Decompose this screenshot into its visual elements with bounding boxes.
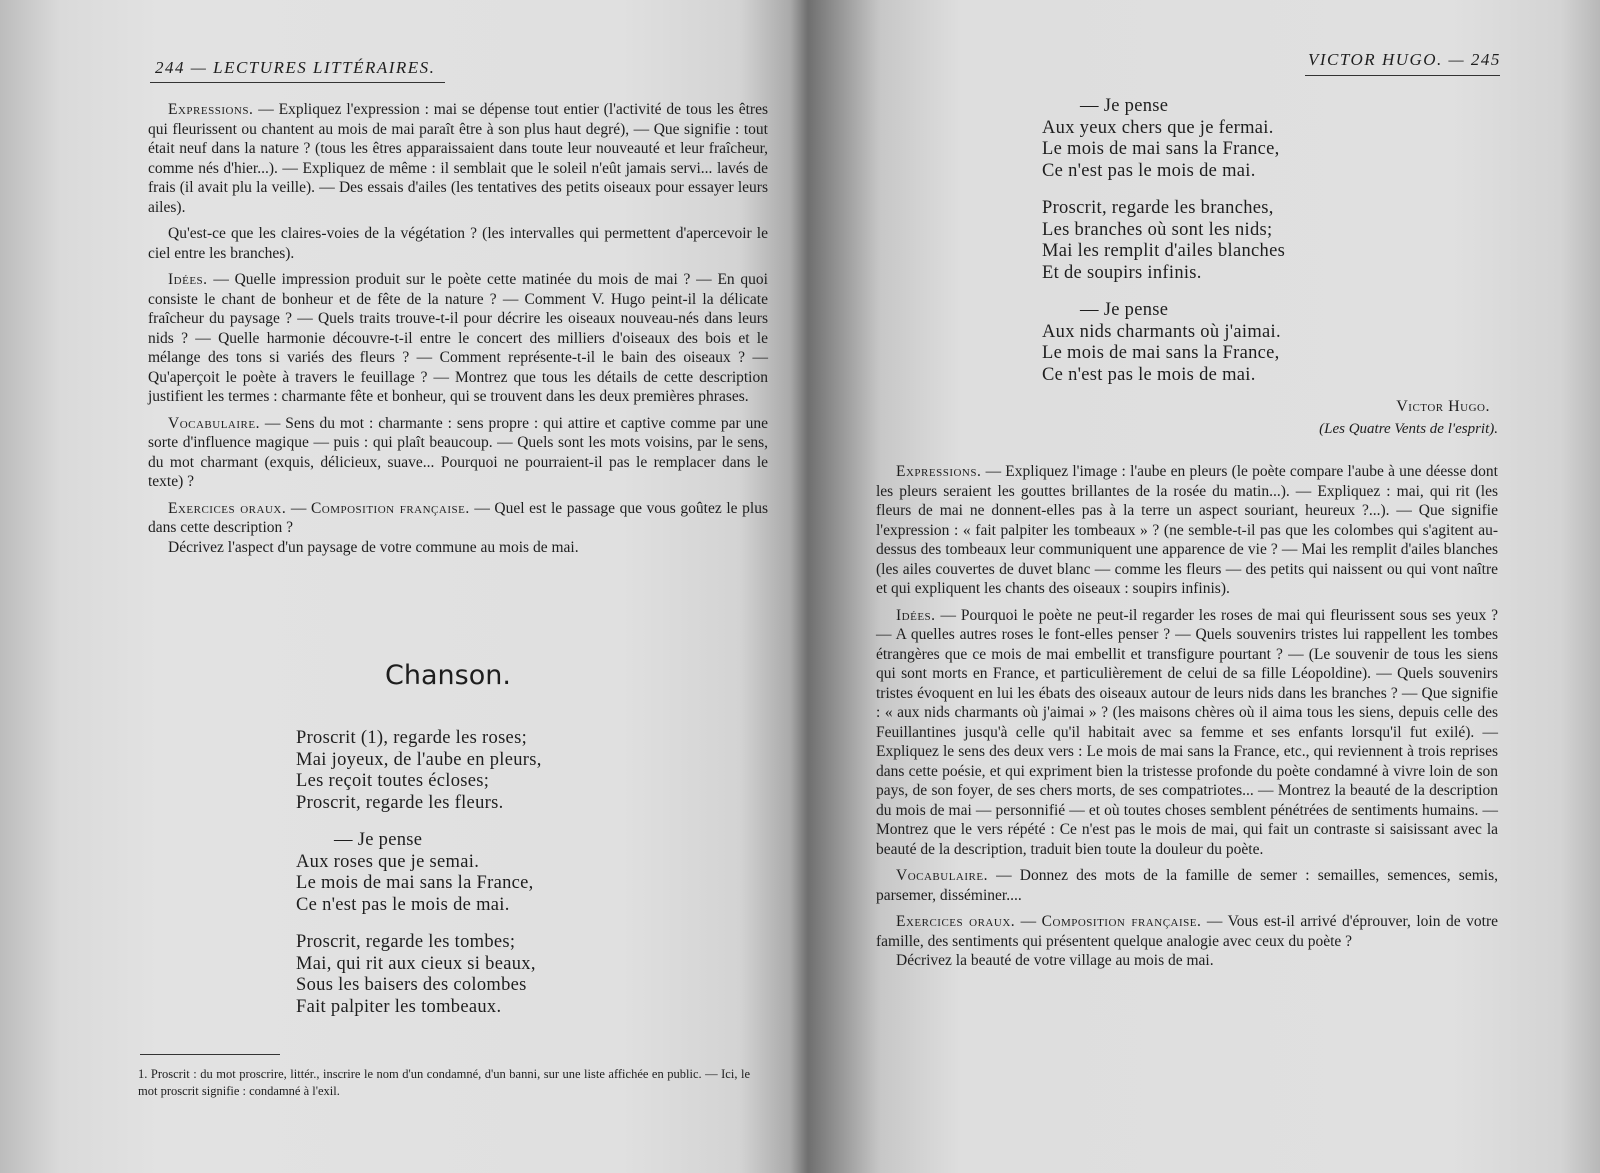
idees-section [876,606,1498,860]
verse-line: Mai, qui rit aux cieux si beaux, [296,953,536,974]
section-text: — Quel est le passage que vous goûtez le plus dans cette description ? [148,499,768,536]
verse-line: Aux roses que je semai. [296,851,480,872]
author-name: Victor Hugo. [1396,398,1490,415]
header-rule [150,82,445,83]
verse-line: Proscrit, regarde les branches, [1042,198,1274,218]
verse-line: Le mois de mai sans la France, [1042,343,1280,363]
verse-line: Ce n'est pas le mois de mai. [296,894,510,915]
verse-line: — Je pense [1080,96,1169,116]
section-text: — Vous est-il arrivé d'éprouver, loin de votre famille, des sentiments qui présentent quelque analogie avec ceux du poète ? [876,913,1498,950]
verse-line: Le mois de mai sans la France, [296,873,534,893]
stanza [296,830,542,916]
verse-line: Et de soupirs infinis. [1042,262,1202,283]
exercices-extra: Décrivez l'aspect d'un paysage de votre commune au mois de mai. [168,538,579,556]
expressions-section [148,100,768,217]
stanza [296,728,542,814]
poem-left [296,728,542,1034]
section-label: Vocabulaire. [896,867,988,884]
idees-section [148,270,768,407]
source-title: (Les Quatre Vents de l'esprit). [1319,421,1498,437]
verse-line: Aux yeux chers que je fermai. [1042,117,1274,138]
exercices-extra: Décrivez la beauté de votre village au mois de mai. [896,952,1214,969]
verse-line: Sous les baisers des colombes [296,975,527,995]
verse-line: Proscrit, regarde les tombes; [296,932,516,952]
verse-line: Proscrit (1), regarde les roses; [296,728,528,748]
poem-right [1042,96,1285,402]
poem-title: Chanson. [385,660,511,691]
header-rule [1305,75,1500,76]
verse-line: Aux nids charmants où j'aimai. [1042,321,1281,342]
section-label: Exercices oraux. [896,913,1016,930]
exercices-section: Exercices oraux. — Composition française. — Vous est-il arrivé d'éprouver, loin de votre famille, des sentiments qui présentent quelque analogie avec ceux du poète ? [876,913,1498,950]
section-text: — Expliquez l'image : l'aube en pleurs (le poète compare l'aube à une déesse dont les pleurs seraient les gouttes brillantes de la rosée du matin...). — Expliquez : mai, qui rit (les fleurs de mai ne donnent-elles pas à la terre un aspect souriant, heureux ?...). — Que signifie l'expression : « fait palpiter les tombeaux » ? (ne semble-t-il pas que les colombes qui s'agitent au-dessus des tombeaux leur communiquent une apparence de vie ? — Mai les remplit d'ailes blanches (les ailes couvertes de duvet blanc — comme les fleurs — des petits qui naissent ou qui vont naître et qui expliquent les chants des oiseaux : soupirs infinis). [876,463,1498,597]
right-page [810,0,1600,1173]
page-header: VICTOR HUGO. — 245 [1308,50,1501,69]
verse-line: Fait palpiter les tombeaux. [296,996,502,1017]
section-label: Vocabulaire. [168,414,260,432]
section-label: Expressions. [896,463,982,480]
expressions-extra: Qu'est-ce que les claires-voies de la végétation ? (les intervalles qui permettent d'apercevoir le ciel entre les branches). [148,225,768,262]
stanza [296,932,542,1018]
footnote: 1. Proscrit : du mot proscrire, littér., inscrire le nom d'un condamné, d'un banni, sur une liste affichée en public. — Ici, le mot proscrit signifie : condamné à l'exil. [138,1067,750,1098]
verse-line: Proscrit, regarde les fleurs. [296,792,504,813]
section-text: — Sens du mot : charmante : sens propre : qui attire et captive comme par une sorte d'influence magique — puis : qui plaît beaucoup. — Quels sont les mots voisins, par le sens, du mot charmant (exquis, délicieux, suave... Pourquoi ne pourraient-il pas le remplacer dans le texte) ? [148,414,768,490]
vocabulaire-section [148,414,768,492]
verse-line: Ce n'est pas le mois de mai. [1042,160,1256,181]
stanza [1042,198,1285,284]
expressions-section [876,462,1498,599]
verse-line: Mai joyeux, de l'aube en pleurs, [296,749,542,770]
section-text: — Pourquoi le poète ne peut-il regarder les roses de mai qui fleurissent sous ses yeux ? — A quelles autres roses le font-elles penser ? — Quels souvenirs tristes lui rappellent les tombes étrangères que ce mois de mai embellit et transfigure pourtant ? — (Le souvenir de tous les siens qui sont morts en France, et particulièrement de celui de sa fille Léopoldine). — Quels souvenirs tristes évoquent en lui les ébats des oiseaux autour de leurs nids dans les branches ? — Que signifie : « aux nids charmants où j'aimai » ? (les maisons chères où il aima tous les siens, depuis celle des Feuillantines jusqu'à celle qu'il habitait avec sa femme et ses enfants lorsqu'il fut exilé). — Expliquez le sens des deux vers : Le mois de mai sans la France, etc., qui reviennent à trois reprises dans cette poésie, et qui expriment bien la tristesse profonde du poète condamné à vivre loin de son pays, de son foyer, de ses chers morts, de ses compatriotes... — Montrez la beauté de la description du mois de mai — personnifié — et où toutes choses semblent pénétrées de sentiments humains. — Montrez que le vers répété : Ce n'est pas le mois de mai, qui fait un contraste si saisissant avec la beauté de la description, traduit bien toute la douleur du poète. [876,606,1498,858]
verse-line: — Je pense [1080,300,1169,320]
section-label: Expressions. [168,101,254,118]
section-label: Idées. [168,271,208,288]
section-label-2: Composition française. [310,499,470,517]
verse-line: Le mois de mai sans la France, [1042,139,1280,159]
exercise-notes [876,462,1498,978]
stanza [1042,300,1285,386]
section-label: Idées. [896,606,936,624]
section-text: — Donnez des mots de la famille de semer : semailles, semences, semis, parsemer, disséminer.... [876,867,1498,904]
section-text: — Quelle impression produit sur le poète cette matinée du mois de mai ? — En quoi consiste le chant de bonheur et de fête de la nature ? — Comment V. Hugo peint-il la délicate fraîcheur du paysage ? — Quels traits trouve-t-il pour décrire les oiseaux nouveau-nés dans leurs nids ? — Quelle harmonie découvre-t-il entre le concert des milliers d'oiseaux des bois et le mélange des tons si variés des fleurs ? — Comment représente-t-il le bain des oiseaux ? — Qu'aperçoit le poète à travers le feuillage ? — Montrez que tous les détails de cette description justifient les termes : charmante fête et bonheur, qui se trouvent dans les deux premières phrases. [148,271,768,405]
verse-line: Ce n'est pas le mois de mai. [1042,364,1256,385]
stanza [1042,96,1285,182]
vocabulaire-section [876,866,1498,905]
verse-line: Mai les remplit d'ailes blanches [1042,241,1286,261]
section-label-2: Composition française. [1041,913,1202,930]
section-text: — Expliquez l'expression : mai se dépense tout entier (l'activité de tous les êtres qui fleurissent ou chantent au mois de mai paraît être à son plus haut degré), — Que signifie : tout était neuf dans la nature ? (tous les êtres apparaissaient dans toute leur nouveauté et leur fraîcheur, comme nés d'hier...). — Expliquez de même : il semblait que le soleil n'eût jamais servi... lavés de frais (il avait plu la veille). — Des essais d'ailes (les tentatives des petits oiseaux pour essayer leurs ailes). [148,101,768,216]
verse-line: — Je pense [334,830,423,850]
exercices-section: Exercices oraux. — Composition française. — Quel est le passage que vous goûtez le plus dans cette description ? [148,499,768,536]
verse-line: Les branches où sont les nids; [1042,219,1273,240]
author-signature [1110,398,1490,416]
page-header: 244 — LECTURES LITTÉRAIRES. [155,58,436,77]
verse-line: Les reçoit toutes écloses; [296,771,490,791]
section-label: Exercices oraux. [168,499,287,517]
exercise-notes [148,100,768,564]
footnote-rule [140,1054,280,1055]
